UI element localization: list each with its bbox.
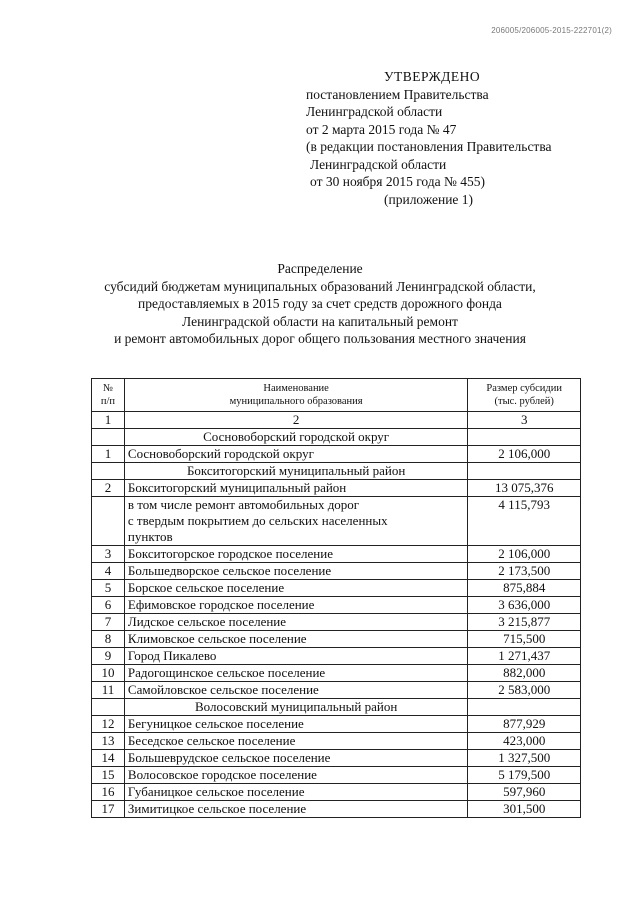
row-value: 3 215,877 [468, 614, 581, 631]
section-name: Сосновоборский городской округ [124, 429, 467, 446]
row-name: Большеврудское сельское поселение [124, 750, 467, 767]
row-number: 12 [92, 716, 125, 733]
row-name: Бокситогорский муниципальный район [124, 480, 467, 497]
approval-line: (в редакции постановления Правительства [306, 139, 552, 154]
table-header-row [92, 379, 581, 412]
row-number: 13 [92, 733, 125, 750]
row-value: 2 173,500 [468, 563, 581, 580]
row-value: 882,000 [468, 665, 581, 682]
row-value: 301,500 [468, 801, 581, 818]
row-value: 2 106,000 [468, 546, 581, 563]
header-value-line: Размер субсидии [486, 383, 562, 394]
row-name: Сосновоборский городской округ [124, 446, 467, 463]
row-value [468, 699, 581, 716]
table-row [92, 480, 581, 497]
row-value: 1 327,500 [468, 750, 581, 767]
row-value: 715,500 [468, 631, 581, 648]
approval-heading: УТВЕРЖДЕНО [384, 69, 481, 84]
row-value: 875,884 [468, 580, 581, 597]
title-line: субсидий бюджетам муниципальных образований Ленинградской области, [104, 278, 536, 294]
row-name: Большедворское сельское поселение [124, 563, 467, 580]
title-line: Ленинградской области на капитальный ремонт [182, 313, 458, 329]
section-row [92, 463, 581, 480]
approval-line: Ленинградской области [306, 104, 443, 119]
table-row [92, 631, 581, 648]
row-value: 877,929 [468, 716, 581, 733]
section-row [92, 429, 581, 446]
table-row [92, 784, 581, 801]
row-number [92, 429, 125, 446]
row-number: 6 [92, 597, 125, 614]
column-number: 3 [468, 412, 581, 429]
row-number [92, 463, 125, 480]
table-row [92, 665, 581, 682]
section-row [92, 699, 581, 716]
sub-row [92, 497, 581, 546]
row-name: Бокситогорское городское поселение [124, 546, 467, 563]
row-value: 423,000 [468, 733, 581, 750]
row-value: 2 106,000 [468, 446, 581, 463]
table-row [92, 563, 581, 580]
table-row [92, 614, 581, 631]
document-code: 206005/206005-2015-222701(2) [491, 26, 612, 35]
row-name: Лидское сельское поселение [124, 614, 467, 631]
column-number-row [92, 412, 581, 429]
header-num-line: № [102, 383, 113, 394]
sub-row-line: пунктов [127, 529, 173, 544]
row-value: 597,960 [468, 784, 581, 801]
table-row [92, 546, 581, 563]
row-number: 1 [92, 446, 125, 463]
row-name: Бегуницкое сельское поселение [124, 716, 467, 733]
row-name: Волосовское городское поселение [124, 767, 467, 784]
row-number: 14 [92, 750, 125, 767]
section-name: Бокситогорский муниципальный район [124, 463, 467, 480]
table-row [92, 446, 581, 463]
header-value [468, 379, 581, 412]
table-row [92, 682, 581, 699]
row-name: Ефимовское городское поселение [124, 597, 467, 614]
table-row [92, 767, 581, 784]
row-number: 16 [92, 784, 125, 801]
approval-line: (приложение 1) [384, 191, 474, 207]
row-number: 11 [92, 682, 125, 699]
row-value [468, 463, 581, 480]
row-name: Радогощинское сельское поселение [124, 665, 467, 682]
row-name: Губаницкое сельское поселение [124, 784, 467, 801]
row-number: 10 [92, 665, 125, 682]
row-name [124, 497, 467, 546]
row-value: 4 115,793 [468, 497, 581, 546]
table-row [92, 580, 581, 597]
row-number: 7 [92, 614, 125, 631]
row-number: 5 [92, 580, 125, 597]
table-row [92, 716, 581, 733]
header-num-line: п/п [100, 396, 116, 407]
title-line: предоставляемых в 2015 году за счет средств дорожного фонда [138, 296, 502, 311]
approval-line: от 30 ноября 2015 года № 455) [310, 174, 486, 189]
approval-line: постановлением Правительства [306, 86, 489, 102]
header-name [124, 379, 467, 412]
row-name: Город Пикалево [124, 648, 467, 665]
column-number: 2 [124, 412, 467, 429]
row-value: 1 271,437 [468, 648, 581, 665]
subsidy-table [91, 378, 581, 818]
row-name: Зимитицкое сельское поселение [124, 801, 467, 818]
row-number: 8 [92, 631, 125, 648]
row-number: 9 [92, 648, 125, 665]
table-row [92, 801, 581, 818]
row-name: Беседское сельское поселение [124, 733, 467, 750]
table-row [92, 648, 581, 665]
row-number: 17 [92, 801, 125, 818]
section-name: Волосовский муниципальный район [124, 699, 467, 716]
sub-row-line: в том числе ремонт автомобильных дорог [127, 497, 360, 512]
approval-block [306, 68, 626, 208]
table-row [92, 733, 581, 750]
table-body [92, 412, 581, 818]
column-number: 1 [92, 412, 125, 429]
row-number [92, 497, 125, 546]
row-name: Борское сельское поселение [124, 580, 467, 597]
row-value: 2 583,000 [468, 682, 581, 699]
table-row [92, 750, 581, 767]
row-number: 15 [92, 767, 125, 784]
row-value: 13 075,376 [468, 480, 581, 497]
header-value-line: (тыс. рублей) [494, 396, 554, 407]
sub-row-line: с твердым покрытием до сельских населенных [127, 513, 388, 528]
document-title [0, 260, 640, 348]
row-value: 3 636,000 [468, 597, 581, 614]
header-name-line: муниципального образования [229, 396, 363, 407]
row-number: 2 [92, 480, 125, 497]
row-number: 4 [92, 563, 125, 580]
title-line: Распределение [277, 261, 363, 276]
row-number: 3 [92, 546, 125, 563]
row-value: 5 179,500 [468, 767, 581, 784]
title-line: и ремонт автомобильных дорог общего пользования местного значения [114, 331, 526, 346]
header-num [92, 379, 125, 412]
row-name: Климовское сельское поселение [124, 631, 467, 648]
approval-line: от 2 марта 2015 года № 47 [306, 121, 457, 137]
row-value [468, 429, 581, 446]
approval-line: Ленинградской области [310, 156, 447, 172]
table-row [92, 597, 581, 614]
row-number [92, 699, 125, 716]
row-name: Самойловское сельское поселение [124, 682, 467, 699]
header-name-line: Наименование [263, 383, 329, 394]
